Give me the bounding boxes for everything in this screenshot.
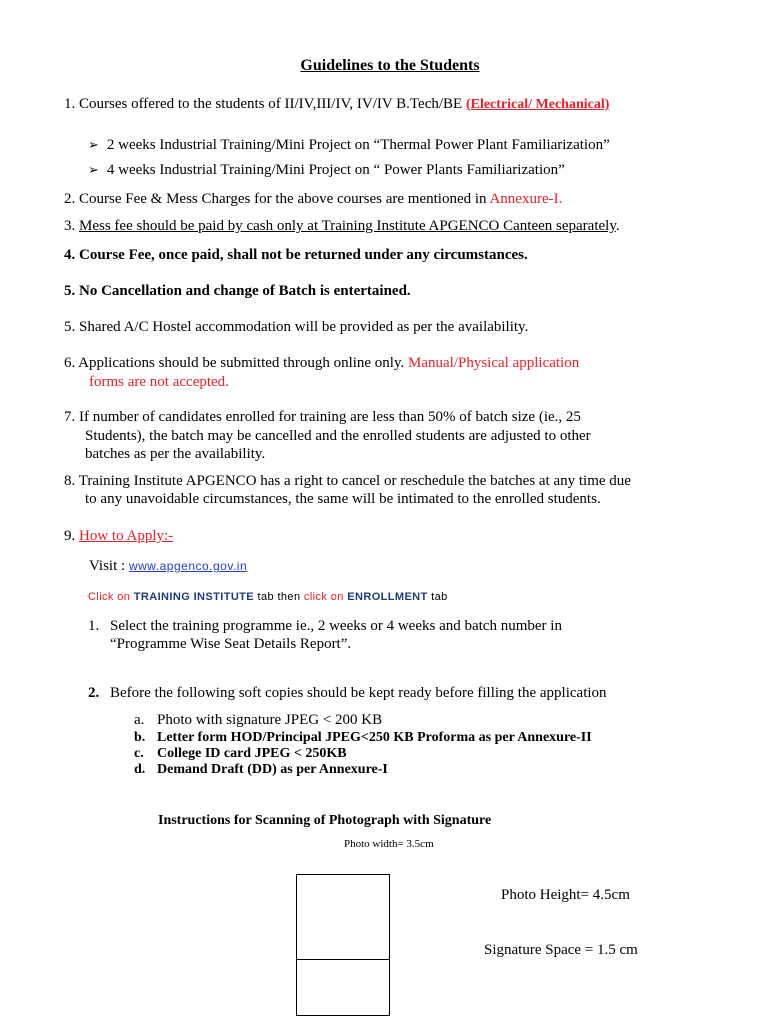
- item-2-text: 2. Course Fee & Mess Charges for the above courses are mentioned in: [64, 191, 490, 207]
- visit-label: Visit :: [89, 558, 129, 574]
- item-1-text: 1. Courses offered to the students of II/IV,III/IV, IV/IV B.Tech/BE: [64, 96, 466, 112]
- item-9: [64, 528, 173, 545]
- course-item-1: [88, 137, 610, 154]
- apgenco-website-link[interactable]: www.apgenco.gov.in: [128, 559, 248, 573]
- item-2-highlight: Annexure-I.: [489, 191, 563, 207]
- document-label: a.: [134, 712, 145, 728]
- course-item-2: [88, 162, 565, 179]
- training-institute-tab-label: TRAINING INSTITUTE: [133, 591, 255, 603]
- item-7-line-3: batches as per the availability.: [85, 446, 266, 462]
- how-to-apply-label: How to Apply:-: [79, 528, 174, 544]
- item-3-num: 3.: [64, 218, 79, 234]
- click-instruction: [88, 591, 448, 603]
- tab-then-text: tab then: [254, 591, 304, 603]
- page-title: Guidelines to the Students: [300, 57, 480, 74]
- item-6: [64, 355, 579, 372]
- document-item-d: [134, 762, 388, 778]
- step-1-num: 1.: [88, 618, 100, 634]
- item-1: [64, 96, 609, 113]
- enrollment-tab-label: ENROLLMENT: [347, 591, 428, 603]
- document-item-b: [134, 730, 592, 746]
- step-2-num: 2.: [88, 685, 100, 701]
- item-3: [64, 218, 620, 235]
- signature-divider: [297, 959, 389, 960]
- item-1-highlight: (Electrical/ Mechanical): [465, 97, 610, 112]
- visit-line: [89, 558, 247, 575]
- click-on-text: Click on: [88, 591, 134, 603]
- item-5-cancellation: 5. No Cancellation and change of Batch is entertained.: [64, 283, 411, 299]
- arrow-bullet-icon: ➢: [88, 162, 99, 177]
- item-7-line-1: 7. If number of candidates enrolled for training are less than 50% of batch size (ie., 25: [64, 409, 581, 425]
- document-text: College ID card JPEG < 250KB: [157, 746, 347, 761]
- item-6-highlight-2: forms are not accepted.: [89, 374, 229, 390]
- click-on-text-2: click on: [303, 591, 348, 603]
- signature-space-label: Signature Space = 1.5 cm: [484, 942, 638, 958]
- document-item-c: [134, 746, 347, 762]
- item-9-num: 9.: [64, 528, 79, 544]
- tab-text: tab: [427, 591, 448, 603]
- document-item-a: [134, 712, 382, 729]
- course-text-2: 4 weeks Industrial Training/Mini Project on “ Power Plants Familiarization”: [106, 162, 565, 178]
- item-8-line-2: to any unavoidable circumstances, the same will be intimated to the enrolled students.: [85, 491, 601, 507]
- document-text: Photo with signature JPEG < 200 KB: [157, 712, 383, 728]
- photo-width-label: Photo width= 3.5cm: [344, 838, 434, 850]
- scan-instructions-title: Instructions for Scanning of Photograph with Signature: [158, 813, 492, 828]
- document-label: c.: [134, 746, 144, 761]
- document-label: b.: [134, 730, 146, 745]
- document-text: Letter form HOD/Principal JPEG<250 KB Proforma as per Annexure-II: [157, 730, 592, 745]
- arrow-bullet-icon: ➢: [88, 137, 99, 152]
- course-text-1: 2 weeks Industrial Training/Mini Project on “Thermal Power Plant Familiarization”: [106, 137, 610, 153]
- item-6-highlight-1: Manual/Physical application: [408, 355, 580, 371]
- item-5-hostel: 5. Shared A/C Hostel accommodation will be provided as per the availability.: [64, 319, 529, 335]
- step-1-line-1: Select the training programme ie., 2 weeks or 4 weeks and batch number in: [110, 618, 562, 634]
- item-4: 4. Course Fee, once paid, shall not be returned under any circumstances.: [64, 247, 528, 263]
- item-3-text: Mess fee should be paid by cash only at Training Institute APGENCO Canteen separately: [79, 218, 616, 234]
- item-3-end: .: [615, 218, 620, 234]
- item-2: [64, 191, 562, 208]
- photo-specimen-box: [296, 874, 390, 1016]
- document-label: d.: [134, 762, 146, 777]
- item-8-line-1: 8. Training Institute APGENCO has a right to cancel or reschedule the batches at any time due: [64, 473, 631, 489]
- item-7-line-2: Students), the batch may be cancelled and the enrolled students are adjusted to other: [85, 428, 591, 444]
- step-2-text: Before the following soft copies should be kept ready before filling the application: [110, 685, 607, 701]
- photo-height-label: Photo Height= 4.5cm: [501, 887, 630, 903]
- step-1-line-2: “Programme Wise Seat Details Report”.: [110, 636, 352, 652]
- item-6-text: 6. Applications should be submitted through online only.: [64, 355, 409, 371]
- document-text: Demand Draft (DD) as per Annexure-I: [157, 762, 388, 777]
